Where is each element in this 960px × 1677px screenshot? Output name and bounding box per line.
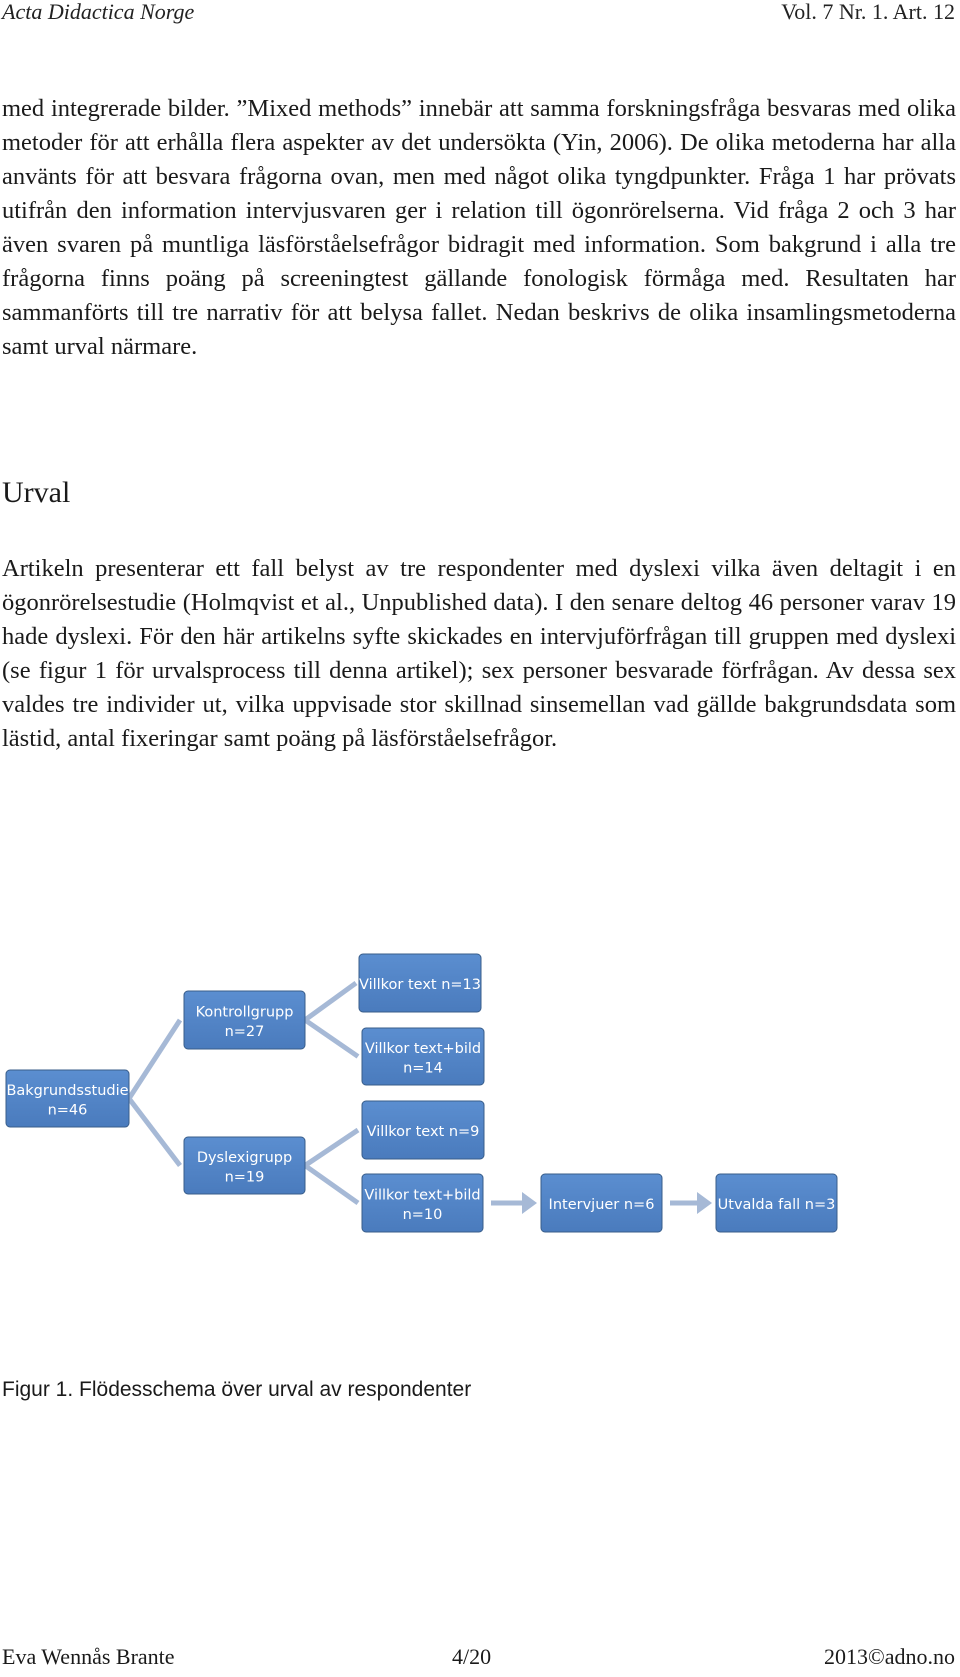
flowchart-figure <box>0 940 960 1250</box>
page-number: 4/20 <box>452 1644 492 1669</box>
flowchart-node-k-textbild <box>362 1028 484 1085</box>
node-label: Intervjuer n=6 <box>548 1197 655 1213</box>
node-label: n=46 <box>47 1102 88 1119</box>
flowchart-node-d-text <box>362 1101 484 1159</box>
arrow-intervjuer-utvalda <box>697 1192 712 1214</box>
node-label: n=19 <box>224 1169 265 1186</box>
body-paragraph-1 <box>2 92 956 364</box>
footer-author: Eva Wennås Brante <box>2 1644 175 1669</box>
volume-info: Vol. 7 Nr. 1. Art. 12 <box>781 0 955 24</box>
node-label: n=27 <box>224 1023 265 1040</box>
node-label: Villkor text n=13 <box>358 977 482 993</box>
flowchart-node-bakgrund <box>6 1070 129 1127</box>
body-paragraph-2 <box>2 552 956 756</box>
paragraph-text: Artikeln presenterar ett fall belyst av tre respondenter med dyslexi vilka även deltagit i en ögonrörelsestudie (Holmqvist et al., Unpublished data). I den senare deltog 46 personer varav 19 hade dyslexi. För den här artikelns syfte skickades en intervjuförfrågan till gruppen med dyslexi (se figur 1 för urvalsprocess till denna artikel); sex personer besvarade förfrågan. Av dessa sex valdes tre individer ut, vilka uppvisade stor skillnad sinsemellan vad gällde bakgrundsdata som lästid, antal fixeringar samt poäng på läsförståelsefrågor. <box>2 555 956 752</box>
flowchart-node-k-text <box>359 954 481 1012</box>
flowchart-node-d-textbild <box>362 1174 483 1232</box>
arrow-textbild-intervjuer <box>522 1192 537 1214</box>
node-label: Kontrollgrupp <box>195 1004 294 1021</box>
connector-bakgrund-kontroll <box>129 1020 180 1099</box>
flowchart-node-intervjuer <box>541 1174 662 1232</box>
section-heading: Urval <box>2 476 71 509</box>
node-label: Villkor text n=9 <box>366 1124 480 1140</box>
figure-caption: Figur 1. Flödesschema över urval av respondenter <box>2 1378 472 1401</box>
connector-dyslexi-text <box>305 1130 358 1166</box>
node-label: n=14 <box>403 1060 443 1077</box>
journal-title: Acta Didactica Norge <box>2 0 195 24</box>
paragraph-text: med integrerade bilder. ”Mixed methods” innebär att samma forskningsfråga besvaras med olika metoder för att erhålla flera aspekter av det undersökta (Yin, 2006). De olika metoderna har alla använts för att besvara frågorna ovan, men med något olika tyngdpunkter. Fråga 1 har prövats utifrån den information intervjusvaren ger i relation till ögonrörelserna. Vid fråga 2 och 3 har även svaren på muntliga läsförståelsefrågor bidragit med information. Som bakgrund i alla tre frågorna finns poäng på screeningtest gällande fonologisk förmåga med. Resultaten har sammanförts till tre narrativ för att belysa fallet. Nedan beskrivs de olika insamlingsmetoderna samt urval närmare. <box>2 95 956 360</box>
node-label: Villkor text+bild <box>364 1187 481 1204</box>
connector-dyslexi-textbild <box>305 1166 358 1204</box>
page-header <box>0 0 960 30</box>
node-label: Utvalda fall n=3 <box>717 1197 836 1213</box>
node-label: Villkor text+bild <box>364 1040 482 1057</box>
flowchart-node-kontroll <box>184 991 305 1049</box>
footer-copyright: 2013©adno.no <box>824 1644 955 1669</box>
node-label: Dyslexigrupp <box>196 1149 293 1166</box>
connector-kontroll-textbild <box>305 1020 358 1057</box>
connector-kontroll-text <box>305 983 356 1020</box>
node-label: n=10 <box>402 1206 443 1223</box>
flowchart-node-dyslexi <box>184 1137 305 1194</box>
flowchart-node-utvalda <box>716 1174 837 1232</box>
connector-bakgrund-dyslexi <box>129 1099 180 1166</box>
node-label: Bakgrundsstudie <box>6 1082 129 1099</box>
